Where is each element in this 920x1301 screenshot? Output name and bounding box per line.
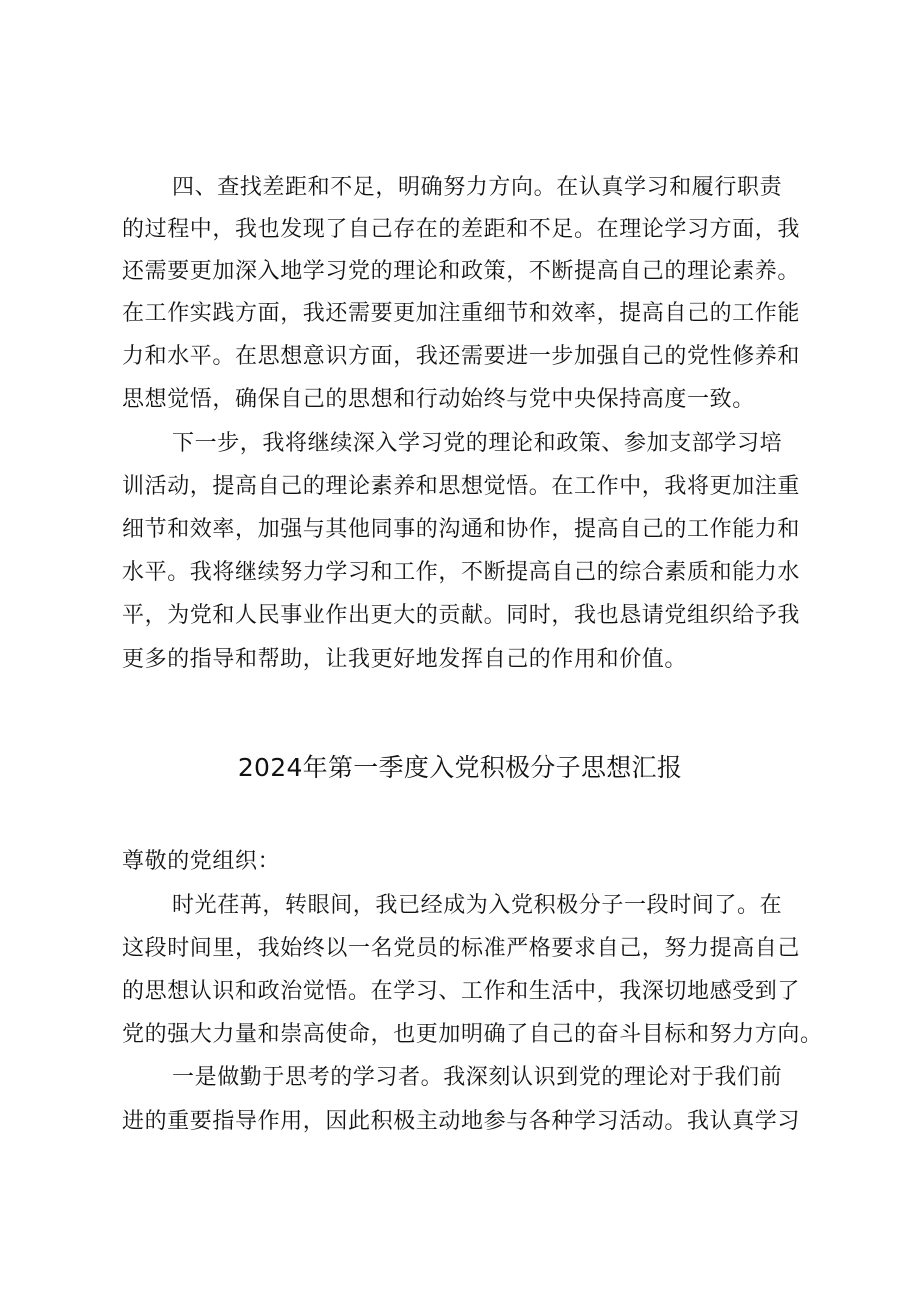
- text-line: 党的强大力量和崇高使命，也更加明确了自己的奋斗目标和努力方向。: [122, 1022, 823, 1047]
- text-line: 时光荏苒，转眼间，我已经成为入党积极分子一段时间了。在: [172, 893, 783, 918]
- text-line: 水平。我将继续努力学习和工作，不断提高自己的综合素质和能力水: [122, 560, 801, 585]
- text-line: 的思想认识和政治觉悟。在学习、工作和生活中，我深切地感受到了: [122, 979, 801, 1004]
- text-line: 平，为党和人民事业作出更大的贡献。同时，我也恳请党组织给予我: [122, 603, 801, 628]
- text-line: 进的重要指导作用，因此积极主动地参与各种学习活动。我认真学习: [122, 1109, 801, 1134]
- text-line: 细节和效率，加强与其他同事的沟通和协作，提高自己的工作能力和: [122, 517, 801, 542]
- text-line: 下一步，我将继续深入学习党的理论和政策、参加支部学习培: [172, 431, 783, 456]
- text-line: 这段时间里，我始终以一名党员的标准严格要求自己，努力提高自己: [122, 936, 801, 961]
- text-line: 还需要更加深入地学习党的理论和政策，不断提高自己的理论素养。: [122, 259, 801, 284]
- text-line: 训活动，提高自己的理论素养和思想觉悟。在工作中，我将更加注重: [122, 474, 801, 499]
- salutation: 尊敬的党组织：: [122, 849, 281, 874]
- text-line: 力和水平。在思想意识方面，我还需要进一步加强自己的党性修养和: [122, 344, 801, 369]
- text-line: 更多的指导和帮助，让我更好地发挥自己的作用和价值。: [122, 647, 688, 672]
- text-line: 的过程中，我也发现了自己存在的差距和不足。在理论学习方面，我: [122, 217, 801, 242]
- text-line: 一是做勤于思考的学习者。我深刻认识到党的理论对于我们前: [172, 1065, 783, 1090]
- text-line: 在工作实践方面，我还需要更加注重细节和效率，提高自己的工作能: [122, 301, 801, 326]
- report-title: 2024年第一季度入党积极分子思想汇报: [237, 753, 683, 782]
- text-line: 四、查找差距和不足，明确努力方向。在认真学习和履行职责: [172, 175, 783, 200]
- text-line: 思想觉悟，确保自己的思想和行动始终与党中央保持高度一致。: [122, 387, 755, 412]
